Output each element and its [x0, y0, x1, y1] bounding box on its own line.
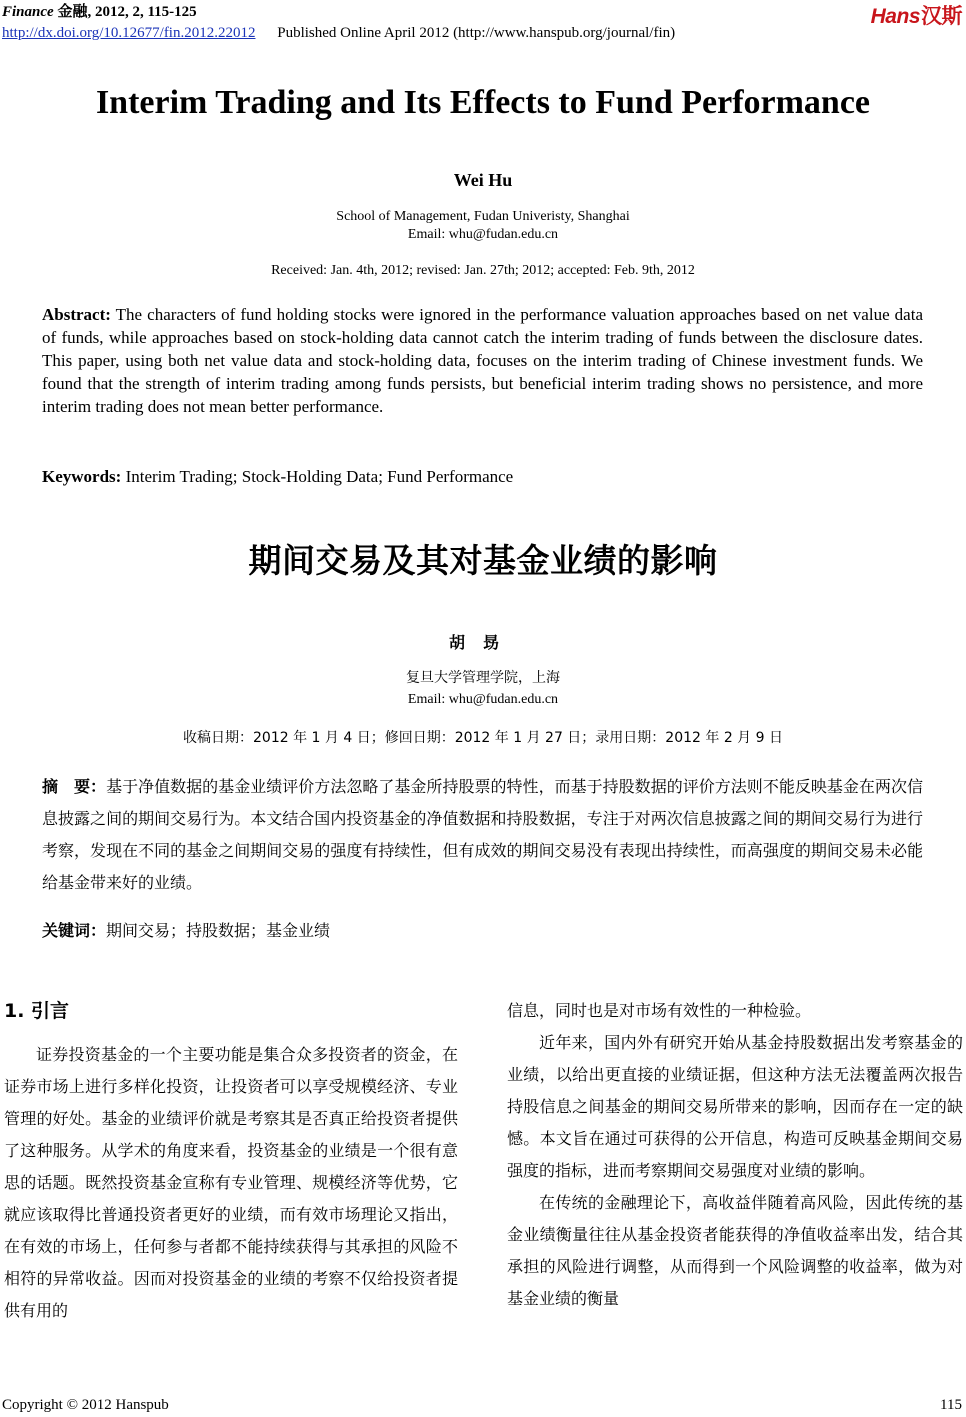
body-paragraph: 证券投资基金的一个主要功能是集合众多投资者的资金，在证券市场上进行多样化投资，让投资者可以享受规模经济、专业管理的好处。基金的业绩评价就是考察其是否真正给投资者提供了这种服务。从学术的角度来看，投资基金的业绩是一个很有意思的话题。既然投资基金宣称有专业管理、规模经济等优势，它就应该取得比普通投资者更好的业绩，而有效市场理论又指出，在有效的市场上，任何参与者都不能持续获得与其承担的风险不相符的异常收益。因而对投资基金的业绩的考察不仅给投资者提供有用的 [4, 1045, 458, 1320]
abstract-label-cn: 摘 要： [42, 777, 107, 796]
body-paragraph: 近年来，国内外有研究开始从基金持股数据出发考察基金的业绩，以给出更直接的业绩证据，但这种方法无法覆盖两次报告持股信息之间基金的期间交易所带来的影响，因而存在一定的缺憾。本文旨在通过可获得的公开信息，构造可反映基金期间交易强度的指标，进而考察期间交易强度对业绩的影响。 [507, 1033, 963, 1180]
abstract-label-en: Abstract: [42, 305, 111, 324]
keywords-en [42, 465, 923, 488]
journal-name-cn: 金融 [57, 2, 88, 20]
body-paragraph: 在传统的金融理论下，高收益伴随着高风险，因此传统的基金业绩衡量往往从基金投资者能获得的净值收益率出发，结合其承担的风险进行调整，从而得到一个风险调整的收益率，做为对基金业绩的衡量 [507, 1193, 963, 1308]
dates-en: Received: Jan. 4th, 2012; revised: Jan. 27th; 2012; accepted: Feb. 9th, 2012 [271, 263, 695, 278]
doi-link[interactable]: http://dx.doi.org/10.12677/fin.2012.22012 [2, 25, 256, 41]
email-en: Email: whu@fudan.edu.cn [407, 227, 559, 242]
affiliation-cn: 复旦大学管理学院，上海 [406, 670, 560, 686]
abstract-en [42, 303, 923, 418]
copyright: Copyright © 2012 Hanspub [2, 1397, 169, 1413]
author-en: Wei Hu [453, 170, 513, 190]
volume-info: , 2012, 2, 115-125 [87, 4, 197, 20]
logo-brand: Hans [870, 5, 920, 28]
journal-citation [2, 2, 197, 21]
abstract-cn [42, 771, 923, 899]
email-cn: Email: whu@fudan.edu.cn [407, 692, 559, 707]
paper-title-en: Interim Trading and Its Effects to Fund Performance [95, 84, 871, 121]
logo-cn: 汉斯 [921, 4, 962, 28]
abstract-text-cn: 基于净值数据的基金业绩评价方法忽略了基金所持股票的特性，而基于持股数据的评价方法则不能反映基金在两次信息披露之间的期间交易行为。本文结合国内投资基金的净值数据和持股数据，专注于对两次信息披露之间的期间交易行为进行考察，发现在不同的基金之间期间交易的强度有持续性，但有成效的期间交易没有表现出持续性，而高强度的期间交易未必能给基金带来好的业绩。 [42, 777, 923, 892]
abstract-text-en: The characters of fund holding stocks were ignored in the performance valuation approaches based on net value data of funds, while approaches based on stock-holding data cannot catch the interim trading of funds between the disclosure dates. This paper, using both net value data and stock-holding data, focuses on the interim trading of Chinese investment funds. We found that the strength of interim trading among funds persists, but beneficial interim trading shows no persistence, and more interim trading does not mean better performance. [42, 305, 923, 416]
keywords-text-cn: 期间交易；持股数据；基金业绩 [106, 921, 331, 940]
body-column-left [4, 1039, 458, 1327]
keywords-label-cn: 关键词： [42, 921, 107, 940]
keywords-label-en: Keywords: [42, 467, 122, 486]
keywords-text-en: Interim Trading; Stock-Holding Data; Fund Performance [121, 467, 514, 486]
affiliation-en: School of Management, Fudan Univeristy, Shanghai [336, 209, 630, 224]
author-cn: 胡昮 [448, 633, 517, 652]
page-number: 115 [940, 1397, 962, 1413]
section-heading: 1. 引言 [4, 1000, 70, 1022]
hanspub-logo [871, 0, 962, 30]
journal-name: Finance [2, 4, 54, 20]
doi-line [2, 24, 675, 42]
body-column-right [507, 995, 963, 1315]
dates-cn: 收稿日期：2012 年 1 月 4 日；修回日期：2012 年 1 月 27 日；录用日期：2012 年 2 月 9 日 [183, 730, 783, 746]
body-paragraph-continued: 信息，同时也是对市场有效性的一种检验。 [507, 1001, 812, 1020]
published-online: Published Online April 2012 (http://www.hanspub.org/journal/fin) [277, 25, 676, 41]
paper-title-cn: 期间交易及其对基金业绩的影响 [248, 541, 718, 580]
keywords-cn [42, 915, 923, 947]
